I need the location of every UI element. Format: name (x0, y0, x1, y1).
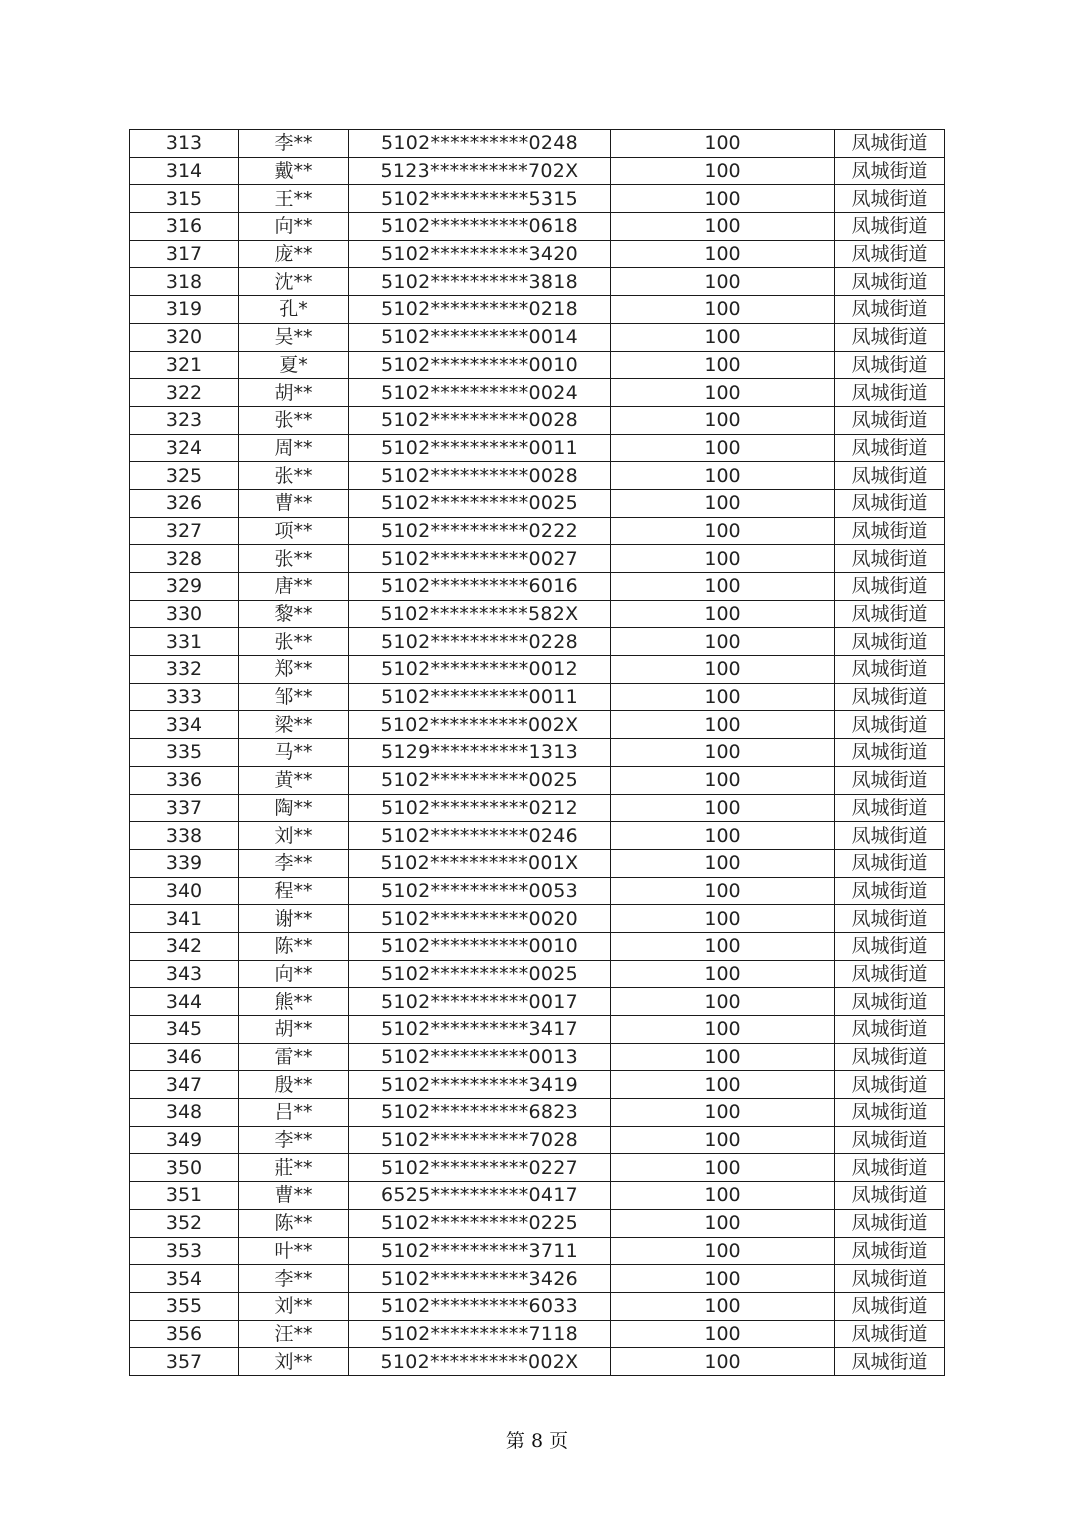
cell-id-number: 5102**********6823 (349, 1099, 611, 1127)
cell-amount: 100 (611, 323, 835, 351)
cell-amount: 100 (611, 656, 835, 684)
cell-serial-number: 337 (130, 794, 239, 822)
cell-id-number: 5102**********0246 (349, 822, 611, 850)
cell-id-number: 5102**********001X (349, 849, 611, 877)
cell-id-number: 5102**********0017 (349, 988, 611, 1016)
cell-id-number: 5102**********0222 (349, 517, 611, 545)
cell-subdistrict: 凤城街道 (835, 988, 945, 1016)
cell-serial-number: 318 (130, 268, 239, 296)
cell-amount: 100 (611, 545, 835, 573)
cell-id-number: 5102**********0618 (349, 213, 611, 241)
cell-serial-number: 315 (130, 185, 239, 213)
cell-id-number: 5102**********0013 (349, 1043, 611, 1071)
cell-name: 陶** (239, 794, 349, 822)
roster-table (129, 129, 945, 1376)
table-row (130, 988, 945, 1016)
cell-serial-number: 321 (130, 351, 239, 379)
cell-subdistrict: 凤城街道 (835, 545, 945, 573)
cell-subdistrict: 凤城街道 (835, 351, 945, 379)
table-row (130, 794, 945, 822)
cell-serial-number: 335 (130, 739, 239, 767)
cell-name: 黄** (239, 766, 349, 794)
cell-serial-number: 340 (130, 877, 239, 905)
cell-serial-number: 314 (130, 157, 239, 185)
cell-serial-number: 336 (130, 766, 239, 794)
cell-amount: 100 (611, 1265, 835, 1293)
cell-amount: 100 (611, 1320, 835, 1348)
cell-subdistrict: 凤城街道 (835, 240, 945, 268)
table-row (130, 656, 945, 684)
cell-name: 李** (239, 1265, 349, 1293)
cell-id-number: 5123**********702X (349, 157, 611, 185)
cell-subdistrict: 凤城街道 (835, 1126, 945, 1154)
cell-name: 唐** (239, 573, 349, 601)
cell-id-number: 5102**********0227 (349, 1154, 611, 1182)
cell-amount: 100 (611, 877, 835, 905)
cell-name: 沈** (239, 268, 349, 296)
cell-id-number: 5129**********1313 (349, 739, 611, 767)
cell-subdistrict: 凤城街道 (835, 323, 945, 351)
table-row (130, 185, 945, 213)
cell-serial-number: 319 (130, 296, 239, 324)
table-row (130, 849, 945, 877)
cell-amount: 100 (611, 157, 835, 185)
cell-serial-number: 333 (130, 683, 239, 711)
cell-name: 周** (239, 434, 349, 462)
cell-id-number: 5102**********0010 (349, 351, 611, 379)
cell-amount: 100 (611, 849, 835, 877)
table-row (130, 877, 945, 905)
cell-name: 曹** (239, 489, 349, 517)
cell-name: 刘** (239, 1292, 349, 1320)
cell-id-number: 5102**********0010 (349, 932, 611, 960)
cell-subdistrict: 凤城街道 (835, 711, 945, 739)
cell-id-number: 5102**********0225 (349, 1209, 611, 1237)
cell-serial-number: 328 (130, 545, 239, 573)
cell-serial-number: 316 (130, 213, 239, 241)
table-row (130, 960, 945, 988)
cell-subdistrict: 凤城街道 (835, 1348, 945, 1376)
table-row (130, 766, 945, 794)
cell-subdistrict: 凤城街道 (835, 766, 945, 794)
cell-id-number: 5102**********6016 (349, 573, 611, 601)
cell-amount: 100 (611, 1182, 835, 1210)
cell-amount: 100 (611, 1154, 835, 1182)
cell-amount: 100 (611, 794, 835, 822)
cell-serial-number: 343 (130, 960, 239, 988)
cell-amount: 100 (611, 822, 835, 850)
cell-name: 胡** (239, 1016, 349, 1044)
cell-amount: 100 (611, 240, 835, 268)
cell-name: 郑** (239, 656, 349, 684)
table-row (130, 1126, 945, 1154)
cell-subdistrict: 凤城街道 (835, 517, 945, 545)
table-row (130, 1237, 945, 1265)
cell-amount: 100 (611, 932, 835, 960)
table-row (130, 296, 945, 324)
cell-serial-number: 354 (130, 1265, 239, 1293)
cell-name: 殷** (239, 1071, 349, 1099)
cell-name: 邹** (239, 683, 349, 711)
cell-id-number: 5102**********0011 (349, 683, 611, 711)
cell-serial-number: 334 (130, 711, 239, 739)
cell-serial-number: 352 (130, 1209, 239, 1237)
table-row (130, 323, 945, 351)
cell-id-number: 5102**********0025 (349, 489, 611, 517)
table-row (130, 517, 945, 545)
cell-subdistrict: 凤城街道 (835, 268, 945, 296)
cell-serial-number: 324 (130, 434, 239, 462)
table-row (130, 1154, 945, 1182)
cell-amount: 100 (611, 600, 835, 628)
cell-name: 陈** (239, 932, 349, 960)
cell-subdistrict: 凤城街道 (835, 656, 945, 684)
cell-subdistrict: 凤城街道 (835, 1209, 945, 1237)
cell-subdistrict: 凤城街道 (835, 1237, 945, 1265)
cell-name: 马** (239, 739, 349, 767)
cell-subdistrict: 凤城街道 (835, 130, 945, 158)
cell-subdistrict: 凤城街道 (835, 1154, 945, 1182)
cell-id-number: 5102**********0248 (349, 130, 611, 158)
cell-id-number: 5102**********0212 (349, 794, 611, 822)
table-row (130, 379, 945, 407)
cell-name: 程** (239, 877, 349, 905)
cell-id-number: 5102**********0053 (349, 877, 611, 905)
cell-id-number: 5102**********7028 (349, 1126, 611, 1154)
cell-name: 项** (239, 517, 349, 545)
table-row (130, 213, 945, 241)
cell-id-number: 5102**********0025 (349, 766, 611, 794)
cell-amount: 100 (611, 1237, 835, 1265)
cell-serial-number: 317 (130, 240, 239, 268)
cell-name: 黎** (239, 600, 349, 628)
cell-serial-number: 313 (130, 130, 239, 158)
cell-amount: 100 (611, 573, 835, 601)
cell-serial-number: 331 (130, 628, 239, 656)
cell-id-number: 5102**********002X (349, 711, 611, 739)
table-row (130, 600, 945, 628)
cell-amount: 100 (611, 296, 835, 324)
cell-serial-number: 345 (130, 1016, 239, 1044)
cell-subdistrict: 凤城街道 (835, 185, 945, 213)
cell-subdistrict: 凤城街道 (835, 849, 945, 877)
cell-subdistrict: 凤城街道 (835, 1320, 945, 1348)
cell-name: 叶** (239, 1237, 349, 1265)
table-row (130, 1265, 945, 1293)
cell-name: 戴** (239, 157, 349, 185)
cell-id-number: 5102**********3818 (349, 268, 611, 296)
cell-serial-number: 344 (130, 988, 239, 1016)
cell-amount: 100 (611, 960, 835, 988)
cell-amount: 100 (611, 351, 835, 379)
cell-serial-number: 325 (130, 462, 239, 490)
table-row (130, 1043, 945, 1071)
cell-amount: 100 (611, 766, 835, 794)
table-row (130, 545, 945, 573)
table-row (130, 434, 945, 462)
cell-amount: 100 (611, 379, 835, 407)
cell-id-number: 5102**********3426 (349, 1265, 611, 1293)
cell-id-number: 5102**********3419 (349, 1071, 611, 1099)
cell-name: 孔* (239, 296, 349, 324)
cell-subdistrict: 凤城街道 (835, 462, 945, 490)
cell-name: 刘** (239, 1348, 349, 1376)
table-row (130, 683, 945, 711)
cell-subdistrict: 凤城街道 (835, 877, 945, 905)
cell-serial-number: 341 (130, 905, 239, 933)
cell-amount: 100 (611, 1043, 835, 1071)
table-row (130, 1016, 945, 1044)
cell-amount: 100 (611, 517, 835, 545)
table-row (130, 573, 945, 601)
cell-id-number: 5102**********3417 (349, 1016, 611, 1044)
cell-amount: 100 (611, 462, 835, 490)
cell-amount: 100 (611, 1292, 835, 1320)
cell-amount: 100 (611, 489, 835, 517)
cell-subdistrict: 凤城街道 (835, 1292, 945, 1320)
cell-serial-number: 356 (130, 1320, 239, 1348)
cell-name: 向** (239, 960, 349, 988)
cell-subdistrict: 凤城街道 (835, 628, 945, 656)
cell-name: 李** (239, 130, 349, 158)
table-row (130, 1292, 945, 1320)
cell-subdistrict: 凤城街道 (835, 1071, 945, 1099)
cell-name: 吕** (239, 1099, 349, 1127)
table-row (130, 822, 945, 850)
cell-name: 张** (239, 628, 349, 656)
cell-subdistrict: 凤城街道 (835, 739, 945, 767)
cell-serial-number: 332 (130, 656, 239, 684)
cell-subdistrict: 凤城街道 (835, 157, 945, 185)
cell-serial-number: 339 (130, 849, 239, 877)
table-row (130, 462, 945, 490)
table-row (130, 240, 945, 268)
cell-id-number: 5102**********0012 (349, 656, 611, 684)
table-row (130, 628, 945, 656)
cell-subdistrict: 凤城街道 (835, 406, 945, 434)
table-row (130, 1348, 945, 1376)
cell-serial-number: 320 (130, 323, 239, 351)
cell-id-number: 5102**********0024 (349, 379, 611, 407)
cell-name: 刘** (239, 822, 349, 850)
cell-subdistrict: 凤城街道 (835, 573, 945, 601)
cell-id-number: 5102**********0028 (349, 406, 611, 434)
cell-id-number: 5102**********0025 (349, 960, 611, 988)
cell-amount: 100 (611, 1016, 835, 1044)
table-row (130, 406, 945, 434)
table-row (130, 711, 945, 739)
cell-serial-number: 342 (130, 932, 239, 960)
cell-name: 胡** (239, 379, 349, 407)
cell-name: 张** (239, 406, 349, 434)
cell-id-number: 5102**********0228 (349, 628, 611, 656)
cell-serial-number: 357 (130, 1348, 239, 1376)
cell-serial-number: 329 (130, 573, 239, 601)
cell-amount: 100 (611, 683, 835, 711)
cell-serial-number: 347 (130, 1071, 239, 1099)
cell-name: 王** (239, 185, 349, 213)
cell-name: 张** (239, 545, 349, 573)
cell-name: 汪** (239, 1320, 349, 1348)
cell-amount: 100 (611, 739, 835, 767)
cell-subdistrict: 凤城街道 (835, 296, 945, 324)
cell-id-number: 6525**********0417 (349, 1182, 611, 1210)
table-row (130, 351, 945, 379)
table-row (130, 932, 945, 960)
cell-id-number: 5102**********0027 (349, 545, 611, 573)
cell-id-number: 5102**********0014 (349, 323, 611, 351)
cell-serial-number: 322 (130, 379, 239, 407)
cell-serial-number: 338 (130, 822, 239, 850)
cell-name: 雷** (239, 1043, 349, 1071)
cell-name: 庞** (239, 240, 349, 268)
cell-amount: 100 (611, 213, 835, 241)
cell-name: 陈** (239, 1209, 349, 1237)
cell-amount: 100 (611, 434, 835, 462)
cell-serial-number: 350 (130, 1154, 239, 1182)
cell-name: 吴** (239, 323, 349, 351)
cell-id-number: 5102**********5315 (349, 185, 611, 213)
cell-name: 李** (239, 1126, 349, 1154)
cell-amount: 100 (611, 406, 835, 434)
table-row (130, 489, 945, 517)
cell-amount: 100 (611, 130, 835, 158)
cell-serial-number: 355 (130, 1292, 239, 1320)
cell-subdistrict: 凤城街道 (835, 1265, 945, 1293)
cell-subdistrict: 凤城街道 (835, 1016, 945, 1044)
cell-amount: 100 (611, 185, 835, 213)
table-row (130, 130, 945, 158)
cell-name: 谢** (239, 905, 349, 933)
cell-subdistrict: 凤城街道 (835, 932, 945, 960)
cell-subdistrict: 凤城街道 (835, 213, 945, 241)
cell-subdistrict: 凤城街道 (835, 822, 945, 850)
cell-name: 熊** (239, 988, 349, 1016)
cell-serial-number: 346 (130, 1043, 239, 1071)
cell-id-number: 5102**********0028 (349, 462, 611, 490)
table-row (130, 268, 945, 296)
cell-serial-number: 348 (130, 1099, 239, 1127)
table-row (130, 1320, 945, 1348)
cell-id-number: 5102**********0020 (349, 905, 611, 933)
cell-amount: 100 (611, 1209, 835, 1237)
cell-amount: 100 (611, 1348, 835, 1376)
cell-id-number: 5102**********0011 (349, 434, 611, 462)
cell-subdistrict: 凤城街道 (835, 489, 945, 517)
cell-amount: 100 (611, 905, 835, 933)
cell-amount: 100 (611, 988, 835, 1016)
table-row (130, 1071, 945, 1099)
cell-subdistrict: 凤城街道 (835, 1099, 945, 1127)
cell-amount: 100 (611, 711, 835, 739)
cell-serial-number: 330 (130, 600, 239, 628)
cell-serial-number: 323 (130, 406, 239, 434)
table-row (130, 739, 945, 767)
table-row (130, 1099, 945, 1127)
cell-name: 曹** (239, 1182, 349, 1210)
cell-amount: 100 (611, 1099, 835, 1127)
cell-subdistrict: 凤城街道 (835, 434, 945, 462)
cell-name: 夏* (239, 351, 349, 379)
cell-id-number: 5102**********582X (349, 600, 611, 628)
cell-serial-number: 349 (130, 1126, 239, 1154)
cell-subdistrict: 凤城街道 (835, 1182, 945, 1210)
cell-name: 向** (239, 213, 349, 241)
cell-amount: 100 (611, 628, 835, 656)
cell-subdistrict: 凤城街道 (835, 960, 945, 988)
table-row (130, 1182, 945, 1210)
cell-subdistrict: 凤城街道 (835, 1043, 945, 1071)
cell-name: 张** (239, 462, 349, 490)
cell-subdistrict: 凤城街道 (835, 379, 945, 407)
cell-id-number: 5102**********3711 (349, 1237, 611, 1265)
cell-name: 莊** (239, 1154, 349, 1182)
cell-serial-number: 326 (130, 489, 239, 517)
table-row (130, 1209, 945, 1237)
cell-id-number: 5102**********0218 (349, 296, 611, 324)
cell-id-number: 5102**********002X (349, 1348, 611, 1376)
cell-subdistrict: 凤城街道 (835, 905, 945, 933)
table-row (130, 157, 945, 185)
cell-id-number: 5102**********3420 (349, 240, 611, 268)
cell-subdistrict: 凤城街道 (835, 794, 945, 822)
cell-name: 梁** (239, 711, 349, 739)
cell-amount: 100 (611, 268, 835, 296)
cell-amount: 100 (611, 1071, 835, 1099)
cell-subdistrict: 凤城街道 (835, 683, 945, 711)
table-row (130, 905, 945, 933)
cell-subdistrict: 凤城街道 (835, 600, 945, 628)
cell-serial-number: 327 (130, 517, 239, 545)
cell-serial-number: 353 (130, 1237, 239, 1265)
cell-serial-number: 351 (130, 1182, 239, 1210)
cell-id-number: 5102**********7118 (349, 1320, 611, 1348)
cell-id-number: 5102**********6033 (349, 1292, 611, 1320)
cell-amount: 100 (611, 1126, 835, 1154)
cell-name: 李** (239, 849, 349, 877)
roster-table-body (130, 130, 945, 1376)
page-number: 第 8 页 (505, 1430, 569, 1452)
